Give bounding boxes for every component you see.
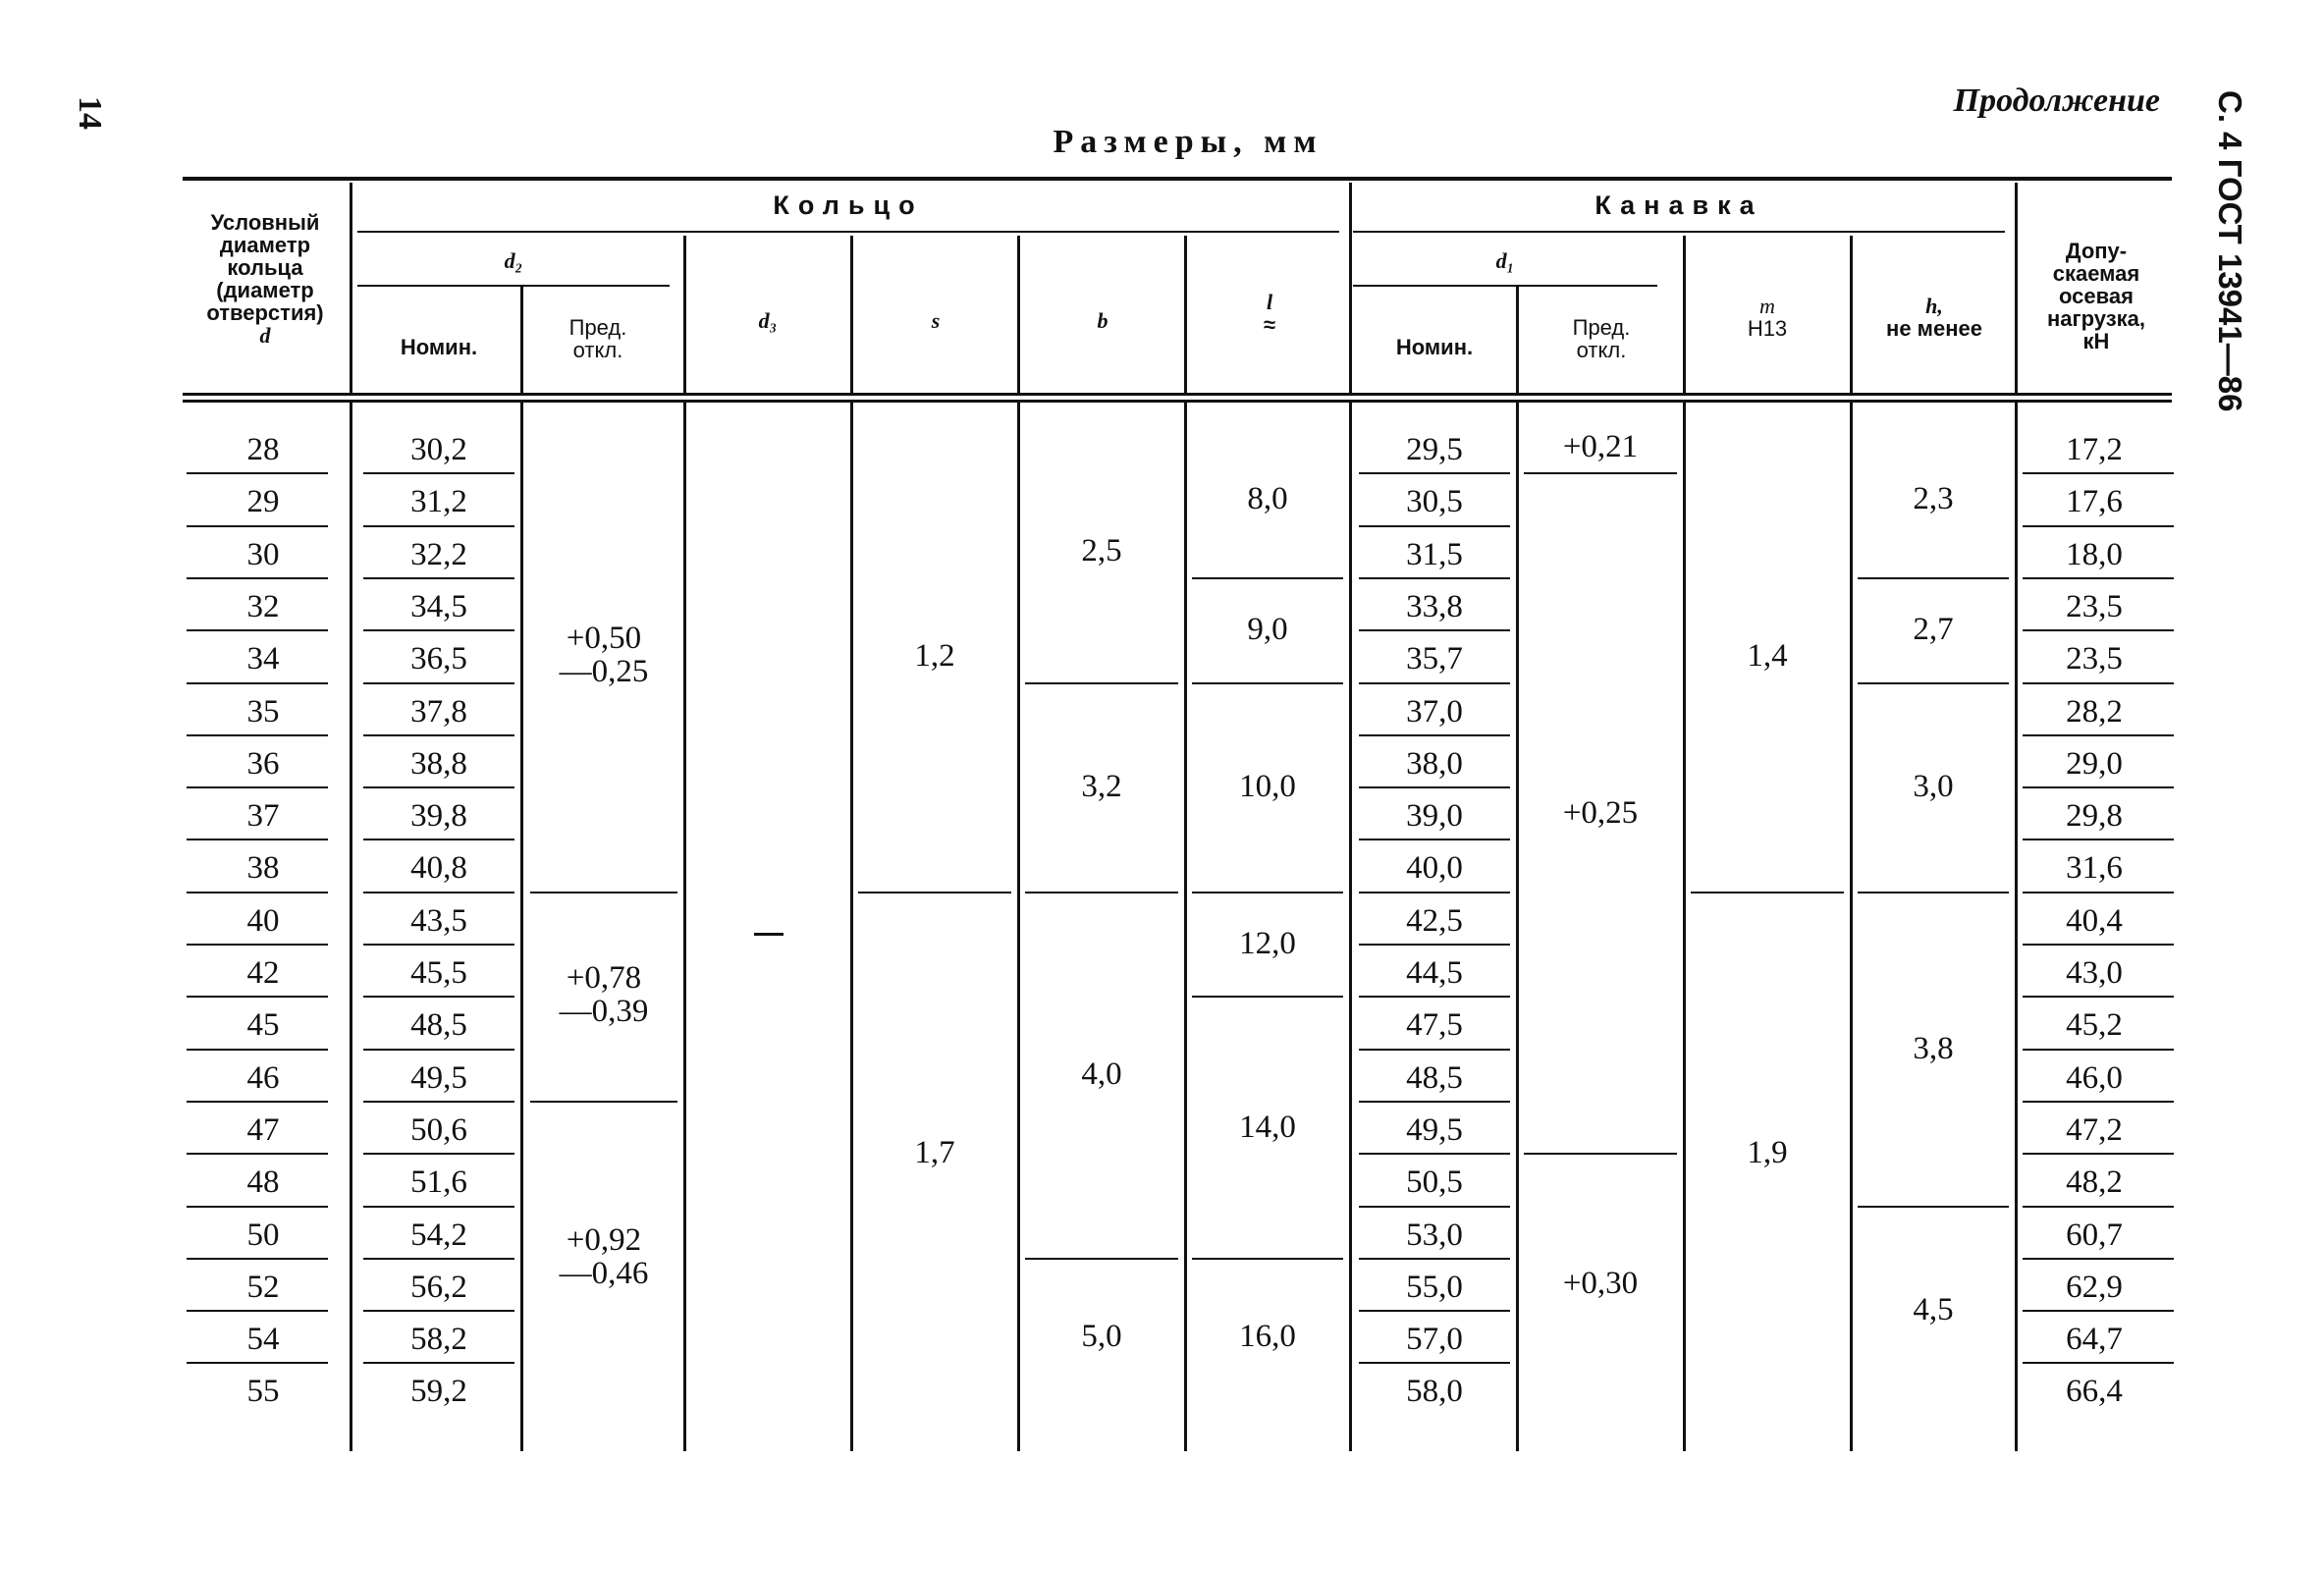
row-d1-nominal: 53,0 bbox=[1406, 1217, 1463, 1253]
row-rule-load bbox=[2023, 577, 2174, 579]
row-rule-d bbox=[187, 472, 328, 474]
row-d-value: 48 bbox=[246, 1164, 280, 1201]
row-rule-d1 bbox=[1359, 1258, 1510, 1260]
row-rule-load bbox=[2023, 1049, 2174, 1051]
row-rule-d bbox=[187, 577, 328, 579]
header-d3: d₃ bbox=[758, 308, 778, 333]
row-d1-nominal: 38,0 bbox=[1406, 745, 1463, 782]
b-group: 2,5 bbox=[1081, 533, 1122, 569]
d1-tolerance-group: +0,25 bbox=[1562, 794, 1639, 831]
row-d2-nominal: 45,5 bbox=[410, 955, 467, 991]
l-group-rule bbox=[1192, 577, 1343, 579]
document-standard-header: С. 4 ГОСТ 13941—86 bbox=[2212, 90, 2248, 412]
row-d2-nominal: 58,2 bbox=[410, 1322, 467, 1358]
row-axial-load: 17,2 bbox=[2066, 432, 2123, 467]
row-rule-d bbox=[187, 892, 328, 893]
header-column-rule bbox=[1850, 236, 1853, 393]
l-group: 16,0 bbox=[1239, 1318, 1296, 1354]
row-rule-load bbox=[2023, 892, 2174, 893]
row-d-value: 47 bbox=[246, 1111, 280, 1148]
b-group: 3,2 bbox=[1081, 769, 1122, 805]
header-bottom-rule bbox=[183, 393, 2172, 396]
row-d1-nominal: 29,5 bbox=[1406, 432, 1463, 467]
row-d-value: 28 bbox=[246, 432, 280, 467]
row-d-value: 35 bbox=[246, 693, 280, 730]
h-group-rule bbox=[1858, 682, 2009, 684]
row-axial-load: 18,0 bbox=[2066, 536, 2123, 572]
row-d1-nominal: 47,5 bbox=[1406, 1007, 1463, 1044]
row-rule-load bbox=[2023, 629, 2174, 631]
page-number: 14 bbox=[72, 96, 108, 130]
row-rule-d2 bbox=[363, 525, 514, 527]
l-group-rule bbox=[1192, 892, 1343, 893]
d1-tolerance-group-rule bbox=[1524, 472, 1677, 474]
row-d2-nominal: 40,8 bbox=[410, 850, 467, 887]
row-rule-load bbox=[2023, 944, 2174, 946]
row-rule-d2 bbox=[363, 996, 514, 998]
row-d2-nominal: 59,2 bbox=[410, 1374, 467, 1410]
row-rule-d bbox=[187, 1362, 328, 1364]
row-d-value: 52 bbox=[246, 1269, 280, 1305]
row-d1-nominal: 58,0 bbox=[1406, 1374, 1463, 1410]
table-top-rule bbox=[183, 177, 2172, 181]
d1-tolerance-group: +0,30 bbox=[1562, 1266, 1639, 1302]
row-d2-nominal: 43,5 bbox=[410, 902, 467, 939]
row-d-value: 30 bbox=[246, 536, 280, 572]
row-rule-load bbox=[2023, 1153, 2174, 1155]
ring-group-underline bbox=[357, 231, 1339, 233]
row-rule-load bbox=[2023, 839, 2174, 840]
row-d-value: 34 bbox=[246, 641, 280, 677]
continuation-label: Продолжение bbox=[1953, 82, 2160, 119]
row-d-value: 50 bbox=[246, 1217, 280, 1253]
d2-tolerance-group: +0,50 bbox=[566, 620, 642, 656]
header-d2: d₂ bbox=[504, 248, 523, 273]
row-rule-d bbox=[187, 1101, 328, 1103]
header-column-rule bbox=[1349, 183, 1352, 393]
row-d-value: 32 bbox=[246, 588, 280, 624]
header-nominal-diameter: Условный диаметр кольца (диаметр отверстия) d bbox=[185, 211, 346, 347]
header-column-rule bbox=[1516, 285, 1519, 393]
row-rule-d2 bbox=[363, 786, 514, 788]
row-axial-load: 46,0 bbox=[2066, 1059, 2123, 1096]
row-axial-load: 43,0 bbox=[2066, 955, 2123, 991]
row-d1-nominal: 31,5 bbox=[1406, 536, 1463, 572]
l-group: 10,0 bbox=[1239, 769, 1296, 805]
d2-tolerance-group-rule bbox=[530, 892, 677, 893]
row-rule-d1 bbox=[1359, 472, 1510, 474]
row-d2-nominal: 38,8 bbox=[410, 745, 467, 782]
row-rule-d bbox=[187, 786, 328, 788]
row-rule-d2 bbox=[363, 472, 514, 474]
row-rule-d1 bbox=[1359, 944, 1510, 946]
m-group-rule bbox=[1691, 892, 1844, 893]
d1-underline bbox=[1353, 285, 1657, 287]
d2-tolerance-group: —0,46 bbox=[559, 1255, 649, 1291]
row-rule-d2 bbox=[363, 629, 514, 631]
h-group-rule bbox=[1858, 892, 2009, 893]
row-rule-d1 bbox=[1359, 996, 1510, 998]
row-rule-d2 bbox=[363, 1049, 514, 1051]
s-group: 1,7 bbox=[914, 1135, 955, 1171]
row-axial-load: 17,6 bbox=[2066, 484, 2123, 520]
row-d2-nominal: 36,5 bbox=[410, 641, 467, 677]
row-rule-d bbox=[187, 682, 328, 684]
l-group-rule bbox=[1192, 996, 1343, 998]
h-group: 3,8 bbox=[1913, 1030, 1954, 1066]
row-d2-nominal: 32,2 bbox=[410, 536, 467, 572]
row-d2-nominal: 34,5 bbox=[410, 588, 467, 624]
header-column-rule bbox=[350, 183, 352, 393]
row-rule-d1 bbox=[1359, 1310, 1510, 1312]
header-d2-tolerance: Пред. откл. bbox=[568, 315, 627, 362]
header-d-symbol: d bbox=[259, 323, 271, 348]
d2-tolerance-group: +0,92 bbox=[566, 1221, 642, 1258]
row-d2-nominal: 31,2 bbox=[410, 484, 467, 520]
row-rule-d1 bbox=[1359, 892, 1510, 893]
b-group-rule bbox=[1025, 892, 1178, 893]
row-rule-d bbox=[187, 1153, 328, 1155]
row-rule-d2 bbox=[363, 944, 514, 946]
h-group: 3,0 bbox=[1913, 769, 1954, 805]
l-group: 12,0 bbox=[1239, 926, 1296, 961]
row-rule-d1 bbox=[1359, 734, 1510, 736]
row-rule-d1 bbox=[1359, 839, 1510, 840]
row-rule-d bbox=[187, 839, 328, 840]
row-axial-load: 66,4 bbox=[2066, 1374, 2123, 1410]
h-group: 2,3 bbox=[1913, 480, 1954, 516]
l-group-rule bbox=[1192, 682, 1343, 684]
row-d1-nominal: 39,0 bbox=[1406, 798, 1463, 835]
row-d2-nominal: 51,6 bbox=[410, 1164, 467, 1201]
row-d2-nominal: 37,8 bbox=[410, 693, 467, 730]
row-rule-d1 bbox=[1359, 786, 1510, 788]
row-rule-d bbox=[187, 1258, 328, 1260]
row-d-value: 45 bbox=[246, 1007, 280, 1044]
header-d1-tolerance: Пред. откл. bbox=[1572, 315, 1631, 362]
b-group-rule bbox=[1025, 682, 1178, 684]
row-rule-d2 bbox=[363, 682, 514, 684]
row-rule-d1 bbox=[1359, 1206, 1510, 1208]
row-rule-d2 bbox=[363, 577, 514, 579]
b-group: 4,0 bbox=[1081, 1056, 1122, 1093]
column-rule bbox=[683, 403, 686, 1451]
row-rule-load bbox=[2023, 525, 2174, 527]
h-group: 4,5 bbox=[1913, 1292, 1954, 1328]
row-rule-d bbox=[187, 629, 328, 631]
row-axial-load: 47,2 bbox=[2066, 1111, 2123, 1148]
m-group: 1,4 bbox=[1747, 637, 1788, 674]
row-rule-d bbox=[187, 1310, 328, 1312]
row-axial-load: 29,0 bbox=[2066, 745, 2123, 782]
row-rule-d2 bbox=[363, 1310, 514, 1312]
row-axial-load: 40,4 bbox=[2066, 902, 2123, 939]
header-b: b bbox=[1097, 308, 1108, 333]
row-rule-d2 bbox=[363, 1101, 514, 1103]
h-group-rule bbox=[1858, 1206, 2009, 1208]
header-m: m H13 bbox=[1747, 294, 1788, 341]
row-d1-nominal: 37,0 bbox=[1406, 693, 1463, 730]
row-rule-d1 bbox=[1359, 629, 1510, 631]
row-rule-d1 bbox=[1359, 525, 1510, 527]
row-d1-nominal: 48,5 bbox=[1406, 1059, 1463, 1096]
row-rule-load bbox=[2023, 682, 2174, 684]
row-axial-load: 23,5 bbox=[2066, 588, 2123, 624]
row-axial-load: 31,6 bbox=[2066, 850, 2123, 887]
row-d1-nominal: 55,0 bbox=[1406, 1269, 1463, 1305]
row-d1-nominal: 35,7 bbox=[1406, 641, 1463, 677]
row-d2-nominal: 49,5 bbox=[410, 1059, 467, 1096]
l-group: 14,0 bbox=[1239, 1109, 1296, 1145]
column-rule bbox=[1683, 403, 1686, 1451]
row-d2-nominal: 30,2 bbox=[410, 432, 467, 467]
table-title: Размеры, мм bbox=[1053, 124, 1324, 160]
d2-tolerance-group: —0,25 bbox=[559, 653, 649, 689]
d2-tolerance-group-rule bbox=[530, 1101, 677, 1103]
row-d-value: 54 bbox=[246, 1322, 280, 1358]
row-rule-d1 bbox=[1359, 682, 1510, 684]
row-rule-d2 bbox=[363, 892, 514, 893]
m-group: 1,9 bbox=[1747, 1135, 1788, 1171]
row-axial-load: 45,2 bbox=[2066, 1007, 2123, 1044]
header-column-rule bbox=[1683, 236, 1686, 393]
d2-tolerance-group: —0,39 bbox=[559, 994, 649, 1030]
row-axial-load: 62,9 bbox=[2066, 1269, 2123, 1305]
row-axial-load: 48,2 bbox=[2066, 1164, 2123, 1201]
header-bottom-rule-2 bbox=[183, 400, 2172, 403]
d1-tolerance-group: +0,21 bbox=[1562, 428, 1639, 464]
h-group: 2,7 bbox=[1913, 612, 1954, 648]
row-rule-d bbox=[187, 1206, 328, 1208]
row-d2-nominal: 50,6 bbox=[410, 1111, 467, 1148]
row-d-value: 46 bbox=[246, 1059, 280, 1096]
row-d2-nominal: 48,5 bbox=[410, 1007, 467, 1044]
header-column-rule bbox=[1017, 236, 1020, 393]
header-d1: d₁ bbox=[1495, 248, 1515, 273]
row-rule-d bbox=[187, 525, 328, 527]
column-rule bbox=[850, 403, 853, 1451]
row-d-value: 55 bbox=[246, 1374, 280, 1410]
header-d1-nominal: Номин. bbox=[1395, 335, 1474, 359]
row-d1-nominal: 57,0 bbox=[1406, 1322, 1463, 1358]
row-d-value: 38 bbox=[246, 850, 280, 887]
row-rule-load bbox=[2023, 1310, 2174, 1312]
row-axial-load: 23,5 bbox=[2066, 641, 2123, 677]
row-rule-load bbox=[2023, 786, 2174, 788]
row-d1-nominal: 49,5 bbox=[1406, 1111, 1463, 1148]
groove-group-underline bbox=[1353, 231, 2005, 233]
row-rule-load bbox=[2023, 472, 2174, 474]
header-column-rule bbox=[520, 285, 523, 393]
column-rule bbox=[350, 403, 352, 1451]
row-d-value: 42 bbox=[246, 955, 280, 991]
row-d2-nominal: 56,2 bbox=[410, 1269, 467, 1305]
row-axial-load: 64,7 bbox=[2066, 1322, 2123, 1358]
row-rule-load bbox=[2023, 1258, 2174, 1260]
row-rule-load bbox=[2023, 1206, 2174, 1208]
header-group-groove: Канавка bbox=[1594, 190, 1763, 220]
row-d2-nominal: 54,2 bbox=[410, 1217, 467, 1253]
row-d-value: 36 bbox=[246, 745, 280, 782]
row-rule-d1 bbox=[1359, 1362, 1510, 1364]
header-l: l ≈ bbox=[1263, 290, 1276, 337]
d1-tolerance-group-rule bbox=[1524, 1153, 1677, 1155]
row-d1-nominal: 44,5 bbox=[1406, 955, 1463, 991]
d2-underline bbox=[357, 285, 670, 287]
row-rule-d2 bbox=[363, 1362, 514, 1364]
l-group-rule bbox=[1192, 1258, 1343, 1260]
row-rule-d2 bbox=[363, 734, 514, 736]
row-rule-d1 bbox=[1359, 577, 1510, 579]
row-rule-d bbox=[187, 944, 328, 946]
row-rule-d2 bbox=[363, 839, 514, 840]
row-rule-d2 bbox=[363, 1206, 514, 1208]
header-s: s bbox=[931, 308, 941, 333]
column-rule bbox=[1349, 403, 1352, 1451]
row-rule-d bbox=[187, 734, 328, 736]
header-group-ring: Кольцо bbox=[773, 190, 924, 220]
row-d1-nominal: 50,5 bbox=[1406, 1164, 1463, 1201]
row-rule-d2 bbox=[363, 1153, 514, 1155]
row-axial-load: 28,2 bbox=[2066, 693, 2123, 730]
row-d-value: 40 bbox=[246, 902, 280, 939]
column-rule bbox=[520, 403, 523, 1451]
row-rule-d1 bbox=[1359, 1049, 1510, 1051]
row-d1-nominal: 30,5 bbox=[1406, 484, 1463, 520]
header-column-rule bbox=[2015, 183, 2018, 393]
header-column-rule bbox=[850, 236, 853, 393]
header-d2-nominal: Номин. bbox=[400, 335, 478, 359]
row-d-value: 29 bbox=[246, 484, 280, 520]
row-rule-d1 bbox=[1359, 1153, 1510, 1155]
row-d2-nominal: 39,8 bbox=[410, 798, 467, 835]
d3-dash-mark bbox=[754, 933, 784, 936]
b-group: 5,0 bbox=[1081, 1318, 1122, 1354]
b-group-rule bbox=[1025, 1258, 1178, 1260]
row-d1-nominal: 40,0 bbox=[1406, 850, 1463, 887]
row-rule-load bbox=[2023, 1362, 2174, 1364]
l-group: 9,0 bbox=[1247, 612, 1288, 648]
header-axial-load: Допу- скаемая осевая нагрузка, кН bbox=[2046, 239, 2146, 353]
row-d1-nominal: 42,5 bbox=[1406, 902, 1463, 939]
row-d1-nominal: 33,8 bbox=[1406, 588, 1463, 624]
row-rule-load bbox=[2023, 996, 2174, 998]
row-axial-load: 60,7 bbox=[2066, 1217, 2123, 1253]
row-rule-load bbox=[2023, 1101, 2174, 1103]
d2-tolerance-group: +0,78 bbox=[566, 960, 642, 997]
row-rule-load bbox=[2023, 734, 2174, 736]
h-group-rule bbox=[1858, 577, 2009, 579]
s-group: 1,2 bbox=[914, 637, 955, 674]
row-rule-d bbox=[187, 1049, 328, 1051]
row-rule-d1 bbox=[1359, 1101, 1510, 1103]
header-h: h, не менее bbox=[1886, 294, 1982, 341]
row-rule-d bbox=[187, 996, 328, 998]
row-axial-load: 29,8 bbox=[2066, 798, 2123, 835]
header-column-rule bbox=[1184, 236, 1187, 393]
s-group-rule bbox=[858, 892, 1011, 893]
header-column-rule bbox=[683, 236, 686, 393]
row-rule-d2 bbox=[363, 1258, 514, 1260]
l-group: 8,0 bbox=[1247, 480, 1288, 516]
row-d-value: 37 bbox=[246, 798, 280, 835]
